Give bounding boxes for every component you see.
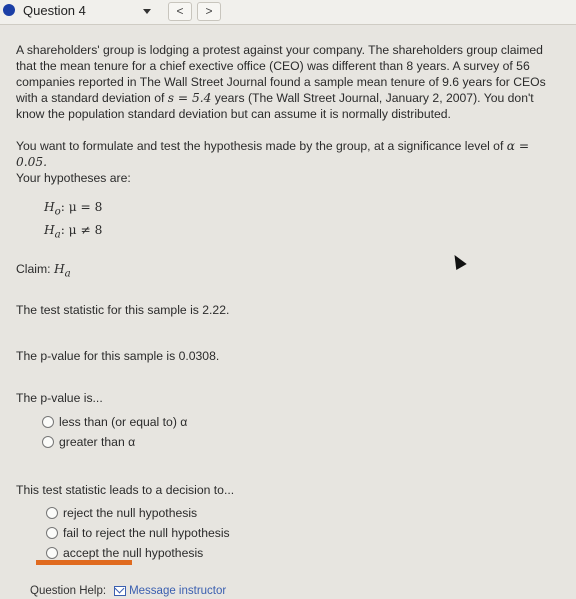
null-hypothesis: $H_o$: μ = 8 — [44, 200, 103, 218]
decision-question: This test statistic leads to a decision to... — [16, 483, 235, 498]
question-status-dot — [3, 4, 15, 16]
question-title: Question 4 — [23, 3, 86, 18]
task-statement: You want to formulate and test the hypothesis made by the group, at a significance level of α = 0.05. — [16, 139, 530, 169]
next-question-button[interactable]: > — [197, 2, 221, 21]
problem-intro: A shareholders' group is lodging a protest against your company. The shareholders group claimed that the mean tenure for a chief exective office (CEO) was different than 8 years. A survey of 56 companies reported in The Wall Street Journal found a sample mean tenure of 9.6 years for CEOs with a standard deviation of s = 5.4 years (The Wall Street Journal, January 2, 2007). You don't know the population standard deviation but can assume it is normally distributed. — [16, 43, 546, 121]
s-value: = 5.4 — [174, 91, 212, 105]
hypotheses — [44, 198, 562, 245]
p-value-question: The p-value is... — [16, 391, 103, 406]
submit-bar[interactable] — [36, 560, 132, 565]
option-reject-null[interactable]: reject the null hypothesis — [46, 503, 562, 523]
alpha-value: = 0.05. — [16, 139, 530, 169]
alpha-symbol: α — [506, 139, 515, 153]
mail-icon — [114, 586, 126, 596]
p-value-text: The p-value for this sample is 0.0308. — [16, 349, 220, 364]
hypotheses-label: Your hypotheses are: — [16, 171, 131, 185]
test-statistic-text: The test statistic for this sample is 2.22. — [16, 303, 230, 318]
radio-button[interactable] — [42, 436, 54, 448]
option-fail-to-reject-null[interactable]: fail to reject the null hypothesis — [46, 523, 562, 543]
prev-question-button[interactable]: < — [168, 2, 192, 21]
question-help-label: Question Help: — [30, 585, 107, 598]
decision-options — [46, 503, 562, 563]
radio-button[interactable] — [46, 507, 58, 519]
option-accept-null[interactable]: accept the null hypothesis — [46, 543, 562, 563]
question-help — [16, 583, 562, 599]
s-symbol: s — [167, 91, 175, 105]
question-body — [16, 32, 562, 599]
claim: Claim: $H_a$ — [16, 261, 71, 280]
message-instructor-link[interactable]: Message instructor — [129, 585, 227, 598]
p-value-options — [42, 412, 562, 452]
option-greater-than-alpha[interactable]: greater than α — [42, 432, 562, 452]
option-less-than-alpha[interactable]: less than (or equal to) α — [42, 412, 562, 432]
radio-button[interactable] — [42, 416, 54, 428]
alt-hypothesis: $H_a$: μ ≠ 8 — [44, 223, 103, 241]
chevron-down-icon[interactable] — [143, 9, 151, 14]
radio-button[interactable] — [46, 547, 58, 559]
question-header — [0, 0, 576, 25]
radio-button[interactable] — [46, 527, 58, 539]
